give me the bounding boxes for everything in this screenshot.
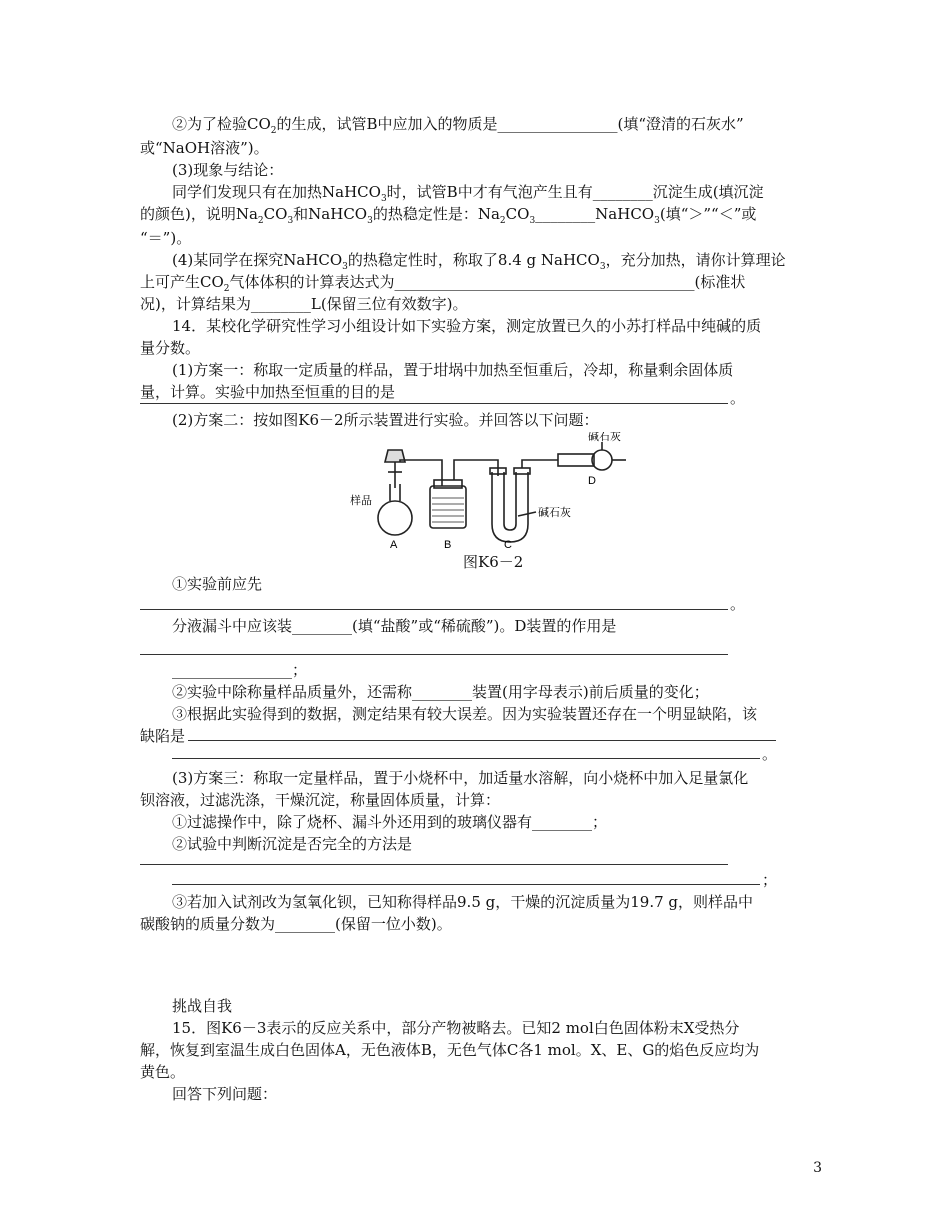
page-number: 3	[813, 1160, 822, 1176]
q-line: 14．某校化学研究性学习小组设计如下实验方案，测定放置已久的小苏打样品中纯碱的质	[172, 317, 762, 335]
figure-caption: 图K6－2	[463, 553, 524, 571]
q-line: 碳酸钠的质量分数为________(保留一位小数)。	[140, 915, 452, 933]
answer-blank	[172, 758, 760, 759]
q-line: ③根据此实验得到的数据，测定结果有较大误差。因为实验装置还存在一个明显缺陷，该	[172, 705, 758, 723]
q-line: ③若加入试剂改为氢氧化钡，已知称得样品9.5 g，干燥的沉淀质量为19.7 g，则样品中	[172, 893, 753, 911]
q-line: 黄色。	[140, 1063, 186, 1081]
apparatus-diagram	[350, 432, 640, 550]
label-soda-lime-bottom: 碱石灰	[538, 507, 571, 519]
answer-blank	[188, 740, 776, 741]
q-line: 回答下列问题：	[172, 1085, 278, 1103]
q-line: ②试验中判断沉淀是否完全的方法是	[172, 835, 413, 853]
answer-blank	[140, 403, 728, 404]
q-line: (2)方案二：按如图K6－2所示装置进行实验。并回答以下问题：	[172, 411, 599, 429]
q-line: 钡溶液，过滤洗涤，干燥沉淀，称量固体质量，计算：	[140, 791, 501, 809]
q-line: (1)方案一：称取一定质量的样品，置于坩埚中加热至恒重后，冷却，称量剩余固体质	[172, 361, 734, 379]
q-line: ①实验前应先	[172, 575, 263, 593]
q-line: (3)方案三：称取一定量样品，置于小烧杯中，加适量水溶解，向小烧杯中加入足量氯化	[172, 769, 749, 787]
label-A: A	[390, 539, 398, 550]
answer-blank	[172, 884, 760, 885]
q-line: 况)，计算结果为________L(保留三位有效数字)。	[140, 295, 468, 313]
q-line: ________________；	[172, 661, 308, 679]
q-line: “＝”)。	[140, 229, 192, 247]
label-soda-lime-top: 碱石灰	[588, 432, 621, 443]
q-line: 分液漏斗中应该装________(填“盐酸”或“稀硫酸”)。D装置的作用是	[172, 617, 617, 635]
q-line: 。	[762, 745, 778, 763]
q-line: 量分数。	[140, 339, 201, 357]
answer-blank	[140, 864, 728, 865]
q-line: 的颜色)，说明$Na_2CO_3$和NaHCO$_3$的热稳定性是：$Na_2CO_3\_\_\_\_\_\_\_\_NaHCO_3$(填“＞”“＜”或	[140, 205, 757, 226]
q-line: ①过滤操作中，除了烧杯、漏斗外还用到的玻璃仪器有________；	[172, 813, 608, 831]
answer-blank	[140, 609, 728, 610]
q-line: ；	[762, 871, 778, 889]
q-line: 量，计算。实验中加热至恒重的目的是	[140, 383, 396, 401]
label-B: B	[444, 539, 452, 550]
label-C: C	[504, 539, 512, 550]
q-line: 。	[730, 595, 746, 613]
q-line: 同学们发现只有在加热NaHCO$_3$时，试管B中才有气泡产生且有________沉淀生成(填沉淀	[172, 183, 764, 204]
answer-blank	[140, 654, 728, 655]
q-line: (3)现象与结论：	[172, 161, 284, 179]
q-line: ②为了检验$CO_2$的生成，试管B中应加入的物质是________________(填“澄清的石灰水”	[172, 115, 744, 136]
q-line: 缺陷是	[140, 727, 186, 745]
q-line: 15．图K6－3表示的反应关系中，部分产物被略去。已知2 mol白色固体粉末X受热分	[172, 1019, 740, 1037]
q-line: 。	[730, 389, 746, 407]
label-sample: 样品	[350, 495, 372, 507]
section-heading: 挑战自我	[172, 997, 233, 1015]
q-line: 上可产生$CO_2$气体体积的计算表达式为________________________________________(标准状	[140, 273, 746, 294]
q-line: 解，恢复到室温生成白色固体A，无色液体B，无色气体C各1 mol。X、E、G的焰色反应均为	[140, 1041, 760, 1059]
q-line: ②实验中除称量样品质量外，还需称________装置(用字母表示)前后质量的变化；	[172, 683, 709, 701]
label-D: D	[588, 475, 596, 487]
q-line: (4)某同学在探究NaHCO$_3$的热稳定性时，称取了8.4 g NaHCO$_3$，充分加热，请你计算理论	[172, 251, 786, 272]
q-line: 或“NaOH溶液”)。	[140, 139, 269, 157]
